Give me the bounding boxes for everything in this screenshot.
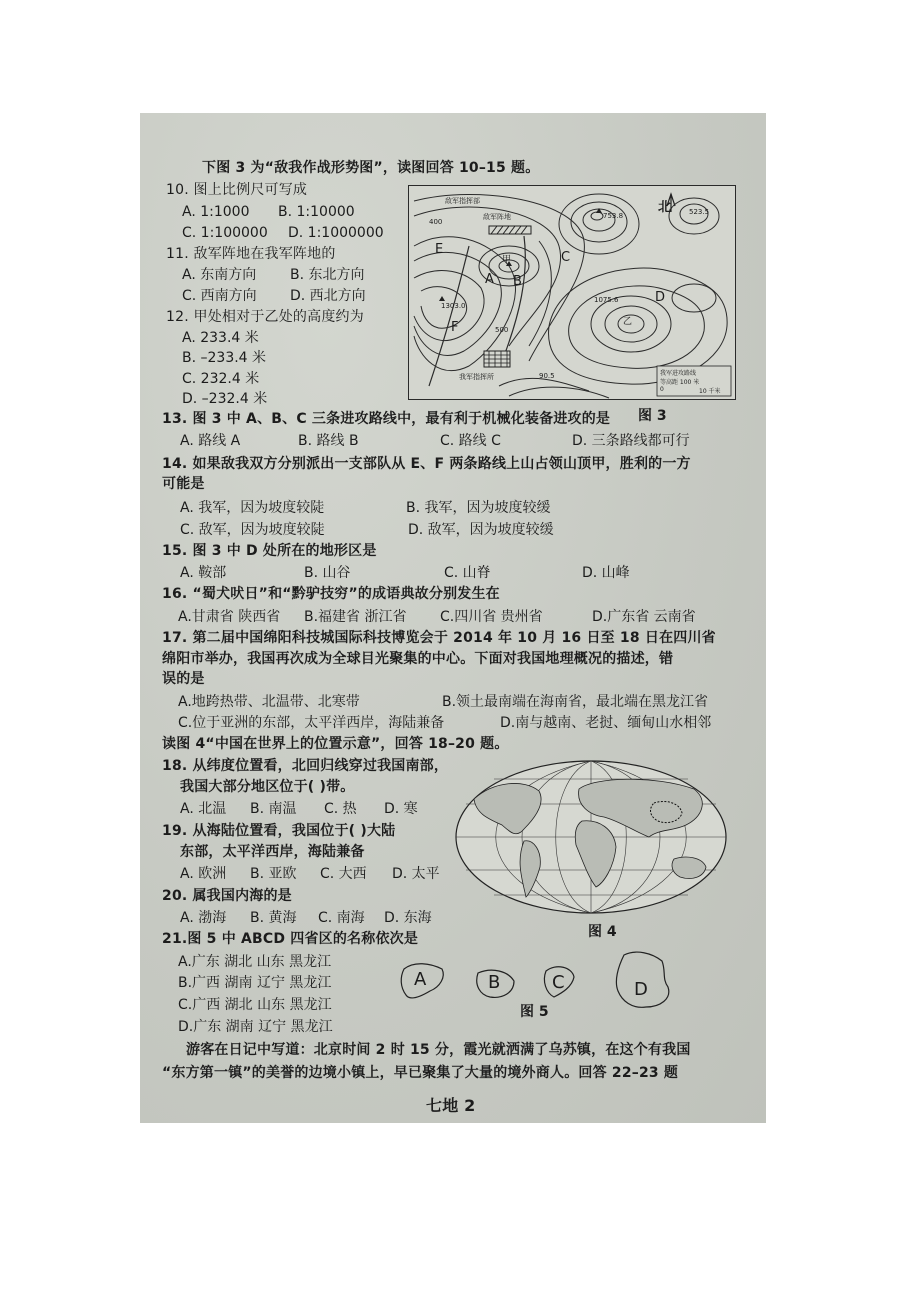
world-map-drawing [454, 759, 728, 915]
q16-option-d: D.广东省 云南省 [592, 609, 696, 625]
q11-option-d: D. 西北方向 [290, 288, 366, 304]
route-label-e: E [435, 242, 444, 257]
q13-stem: 13. 图 3 中 A、B、C 三条进攻路线中，最有利于机械化装备进攻的是 [162, 411, 611, 427]
diary-line2: “东方第一镇”的美誉的边境小镇上，早已聚集了大量的境外商人。回答 22–23 题 [162, 1065, 679, 1081]
province-label-b: B [488, 972, 501, 993]
contour-400: 400 [429, 218, 443, 226]
diary-line1: 游客在日记中写道：北京时间 2 时 15 分，霞光就洒满了乌苏镇，在这个有我国 [186, 1042, 691, 1058]
intro-fig4: 读图 4“中国在世界上的位置示意”，回答 18–20 题。 [162, 736, 509, 752]
q21-option-a: A.广东 湖北 山东 黑龙江 [178, 954, 332, 970]
q14-option-c: C. 敌军，因为坡度较陡 [180, 522, 325, 538]
q15-option-d: D. 山峰 [582, 565, 630, 581]
q18-stem-line2: 我国大部分地区位于( )带。 [180, 779, 355, 795]
province-label-d: D [634, 979, 648, 1000]
q16-stem: 16. “蜀犬吠日”和“黔驴技穷”的成语典故分别发生在 [162, 586, 500, 602]
q12-option-a: A. 233.4 米 [182, 330, 259, 346]
height-523: 523.5 [689, 208, 710, 216]
province-label-a: A [414, 969, 427, 990]
q10-option-c: C. 1:100000 [182, 225, 268, 241]
route-label-c: C [561, 250, 571, 265]
our-command-checker [484, 351, 510, 367]
q20-option-a: A. 渤海 [180, 910, 227, 926]
q17-option-a: A.地跨热带、北温带、北寒带 [178, 694, 360, 710]
q17-stem-line1: 17. 第二届中国绵阳科技城国际科技博览会于 2014 年 10 月 16 日至 18 日在四川省 [162, 630, 716, 646]
label-d: D [655, 290, 666, 305]
exam-page [140, 113, 766, 1123]
q11-option-c: C. 西南方向 [182, 288, 257, 304]
label-jia: 甲 [502, 255, 512, 265]
figure-4-caption: 图 4 [588, 924, 617, 940]
label-our-command: 我军指挥所 [459, 373, 494, 381]
legend-zero: 0 [660, 386, 664, 393]
contour-500: 500 [495, 326, 509, 334]
q15-option-a: A. 鞍部 [180, 565, 227, 581]
q20-option-d: D. 东海 [384, 910, 432, 926]
label-enemy-position: 敌军阵地 [483, 213, 511, 221]
q16-option-b: B.福建省 浙江省 [304, 609, 407, 625]
q14-option-d: D. 敌军，因为坡度较缓 [408, 522, 554, 538]
q12-stem: 12. 甲处相对于乙处的高度约为 [166, 309, 364, 325]
q14-option-b: B. 我军，因为坡度较缓 [406, 500, 551, 516]
q16-option-a: A.甘肃省 陕西省 [178, 609, 281, 625]
q13-option-c: C. 路线 C [440, 433, 501, 449]
q13-option-d: D. 三条路线都可行 [572, 433, 690, 449]
q14-stem-line1: 14. 如果敌我双方分别派出一支部队从 E、F 两条路线上山占领山顶甲，胜利的一方 [162, 456, 691, 472]
q13-option-b: B. 路线 B [298, 433, 359, 449]
q19-option-d: D. 太平 [392, 866, 440, 882]
route-label-b: B [513, 274, 522, 289]
legend-scale: 10 千米 [699, 388, 721, 395]
figure-3-caption: 图 3 [638, 408, 667, 424]
q10-stem: 10. 图上比例尺可写成 [166, 182, 308, 198]
intro-fig3: 下图 3 为“敌我作战形势图”，读图回答 10–15 题。 [202, 160, 540, 176]
q11-option-b: B. 东北方向 [290, 267, 365, 283]
q14-option-a: A. 我军，因为坡度较陡 [180, 500, 325, 516]
q17-option-c: C.位于亚洲的东部，太平洋西岸，海陆兼备 [178, 715, 445, 731]
q18-option-d: D. 寒 [384, 801, 418, 817]
q10-option-d: D. 1:1000000 [288, 225, 384, 241]
q17-stem-line3: 误的是 [162, 671, 205, 687]
q21-option-c: C.广西 湖北 山东 黑龙江 [178, 997, 332, 1013]
height-753: 753.8 [603, 212, 624, 220]
figure-5-provinces [396, 947, 730, 1017]
q12-option-b: B. –233.4 米 [182, 350, 267, 366]
page-footer: 七地 2 [426, 1096, 476, 1115]
height-1303: 1303.0 [441, 302, 466, 310]
q19-option-b: B. 亚欧 [250, 866, 297, 882]
q15-option-c: C. 山脊 [444, 565, 491, 581]
label-yi: 乙 [623, 317, 633, 327]
q19-option-a: A. 欧洲 [180, 866, 227, 882]
height-90: 90.5 [539, 372, 555, 380]
q18-option-a: A. 北温 [180, 801, 227, 817]
legend-interval: 等高距 100 米 [660, 379, 700, 386]
q19-stem-line2: 东部，太平洋西岸，海陆兼备 [180, 844, 365, 860]
q18-option-b: B. 南温 [250, 801, 297, 817]
q20-option-b: B. 黄海 [250, 910, 297, 926]
q21-stem: 21.图 5 中 ABCD 四省区的名称依次是 [162, 931, 419, 947]
q16-option-c: C.四川省 贵州省 [440, 609, 543, 625]
q11-option-a: A. 东南方向 [182, 267, 257, 283]
q15-option-b: B. 山谷 [304, 565, 351, 581]
legend-route: 我军进攻路线 [660, 370, 697, 377]
q13-option-a: A. 路线 A [180, 433, 241, 449]
label-enemy-hq: 敌军指挥部 [445, 197, 480, 205]
q10-option-b: B. 1:10000 [278, 204, 355, 220]
q12-option-d: D. –232.4 米 [182, 391, 268, 407]
q14-stem-line2: 可能是 [162, 476, 205, 492]
route-label-f: F [451, 320, 459, 335]
q17-option-b: B.领土最南端在海南省，最北端在黑龙江省 [442, 694, 709, 710]
q17-stem-line2: 绵阳市举办，我国再次成为全球目光聚集的中心。下面对我国地理概况的描述，错 [162, 651, 674, 667]
route-label-a: A [485, 272, 494, 287]
q18-option-c: C. 热 [324, 801, 357, 817]
q10-option-a: A. 1:1000 [182, 204, 250, 220]
province-label-c: C [552, 972, 565, 993]
q12-option-c: C. 232.4 米 [182, 371, 260, 387]
q21-option-d: D.广东 湖南 辽宁 黑龙江 [178, 1019, 333, 1035]
q20-stem: 20. 属我国内海的是 [162, 888, 292, 904]
q15-stem: 15. 图 3 中 D 处所在的地形区是 [162, 543, 377, 559]
figure-4-world-map [454, 759, 728, 915]
q19-option-c: C. 大西 [320, 866, 367, 882]
figure-3-contour-map [408, 185, 736, 400]
q17-option-d: D.南与越南、老挝、缅甸山水相邻 [500, 715, 712, 731]
q20-option-c: C. 南海 [318, 910, 365, 926]
q18-stem-line1: 18. 从纬度位置看，北回归线穿过我国南部， [162, 758, 449, 774]
q21-option-b: B.广西 湖南 辽宁 黑龙江 [178, 975, 332, 991]
q19-stem-line1: 19. 从海陆位置看，我国位于( )大陆 [162, 823, 396, 839]
north-label: 北 [658, 200, 672, 215]
height-1075: 1075.6 [594, 296, 619, 304]
q11-stem: 11. 敌军阵地在我军阵地的 [166, 246, 336, 262]
figure-5-caption: 图 5 [520, 1004, 549, 1020]
